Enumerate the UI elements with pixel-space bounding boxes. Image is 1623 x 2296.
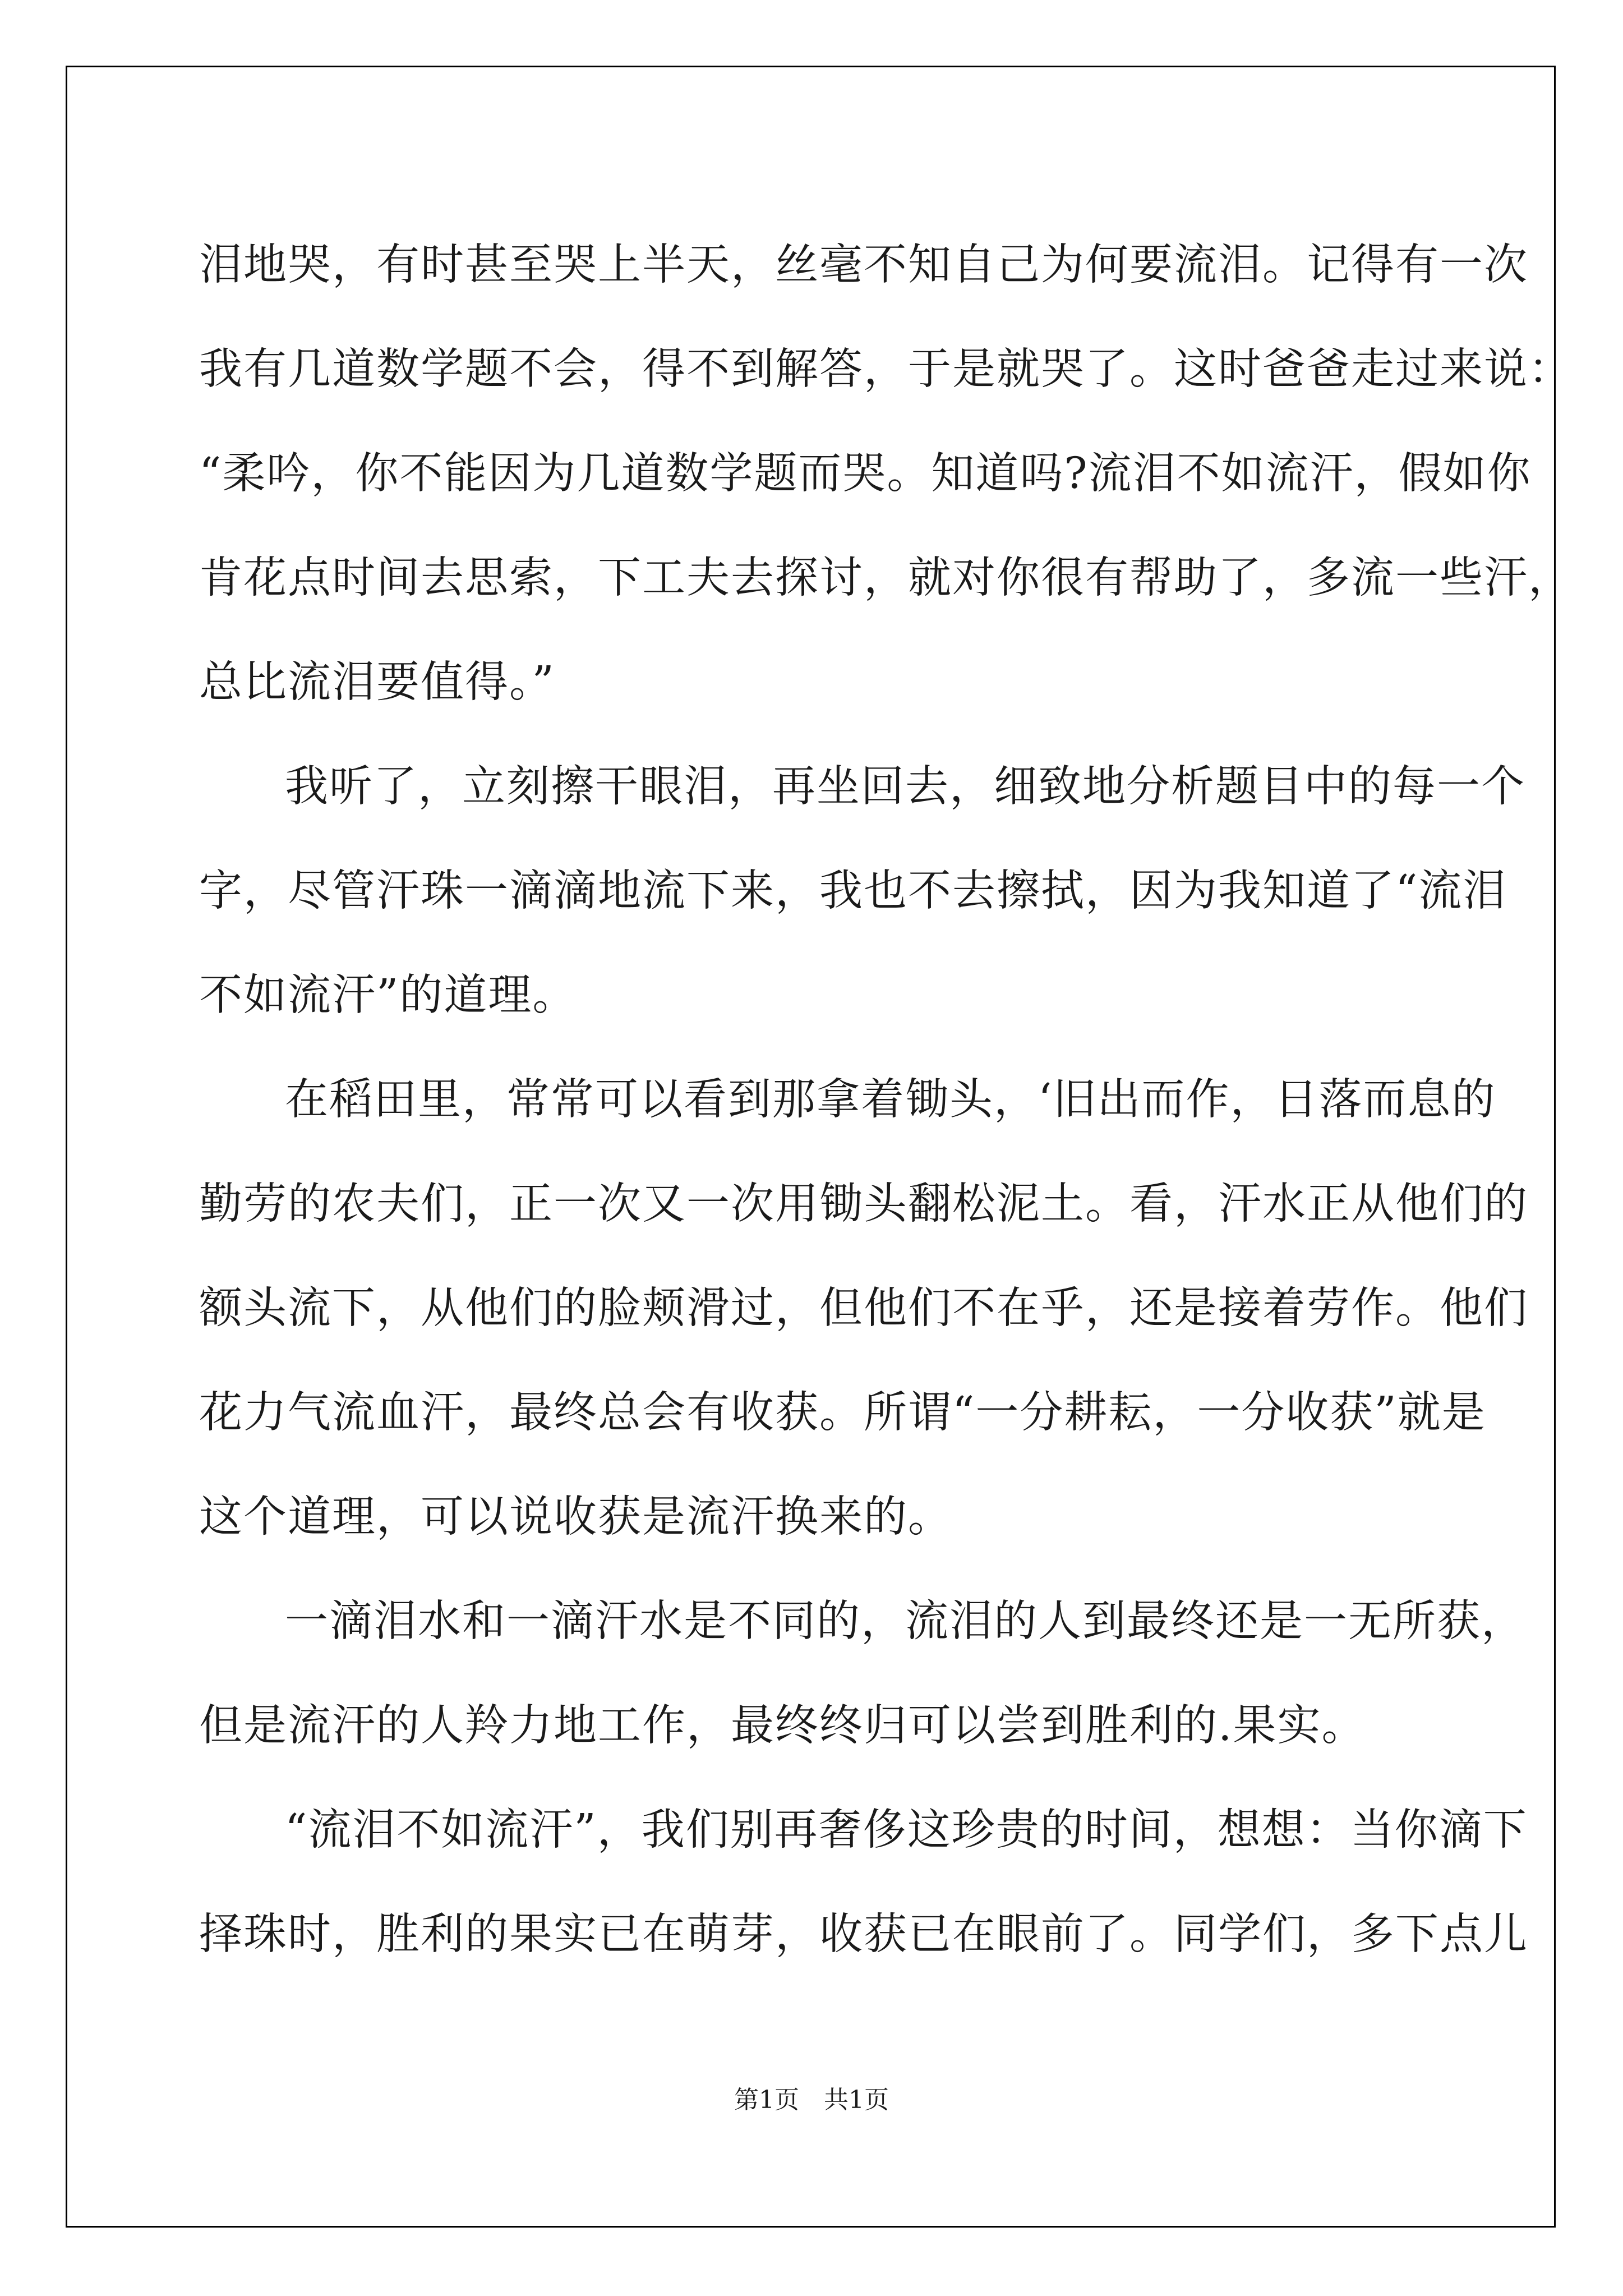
text-line: 花力气流血汗，最终总会有收获。所谓“一分耕耘，一分收获”就是 — [199, 1388, 1486, 1438]
text-line: 泪地哭，有时甚至哭上半天，丝毫不知自己为何要流泪。记得有一次 — [199, 240, 1528, 290]
document-body — [199, 213, 1573, 1987]
text-line: “流泪不如流汗”，我们别再奢侈这珍贵的时间，想想：当你滴下 — [285, 1805, 1528, 1855]
text-line: 额头流下，从他们的脸颊滑过，但他们不在乎，还是接着劳作。他们 — [199, 1283, 1528, 1333]
text-line: 字，尽管汗珠一滴滴地流下来，我也不去擦拭，因为我知道了“流泪 — [199, 866, 1507, 916]
text-line: 在稻田里，常常可以看到那拿着锄头，‘旧出而作，日落而息的 — [285, 1075, 1496, 1125]
text-line: “柔吟，你不能因为几道数学题而哭。知道吗?流泪不如流汗，假如你 — [199, 449, 1532, 499]
page-footer — [0, 2083, 1623, 2117]
paragraph-4 — [199, 1570, 1525, 1778]
text-line: 一滴泪水和一滴汗水是不同的，流泪的人到最终还是一无所获， — [285, 1596, 1525, 1646]
text-line: 肯花点时间去思索，下工夫去探讨，就对你很有帮助了，多流一些汗， — [199, 553, 1573, 603]
paragraph-5 — [199, 1778, 1528, 1987]
text-line: 我有几道数学题不会，得不到解答，于是就哭了。这时爸爸走过来说： — [199, 344, 1573, 394]
text-line: 我听了，立刻擦干眼泪，再坐回去，细致地分析题目中的每一个 — [285, 762, 1525, 812]
text-line: 不如流汗”的道理。 — [199, 970, 577, 1020]
text-line: 择珠时，胜利的果实已在萌芽，收获已在眼前了。同学们，多下点儿 — [199, 1910, 1528, 1959]
paragraph-1 — [199, 213, 1573, 735]
text-line: 勤劳的农夫们，正一次又一次用锄头翻松泥土。看，汗水正从他们的 — [199, 1179, 1528, 1229]
paragraph-2 — [199, 735, 1525, 1048]
text-line: 但是流汗的人羚力地工作，最终终归可以尝到胜利的.果实。 — [199, 1701, 1366, 1751]
page-number: 第1页 — [734, 2086, 799, 2114]
paragraph-3 — [199, 1048, 1528, 1570]
text-line: 总比流泪要值得。” — [199, 657, 555, 707]
text-line: 这个道理，可以说收获是流汗换来的。 — [199, 1492, 952, 1542]
total-pages: 共1页 — [824, 2086, 889, 2114]
